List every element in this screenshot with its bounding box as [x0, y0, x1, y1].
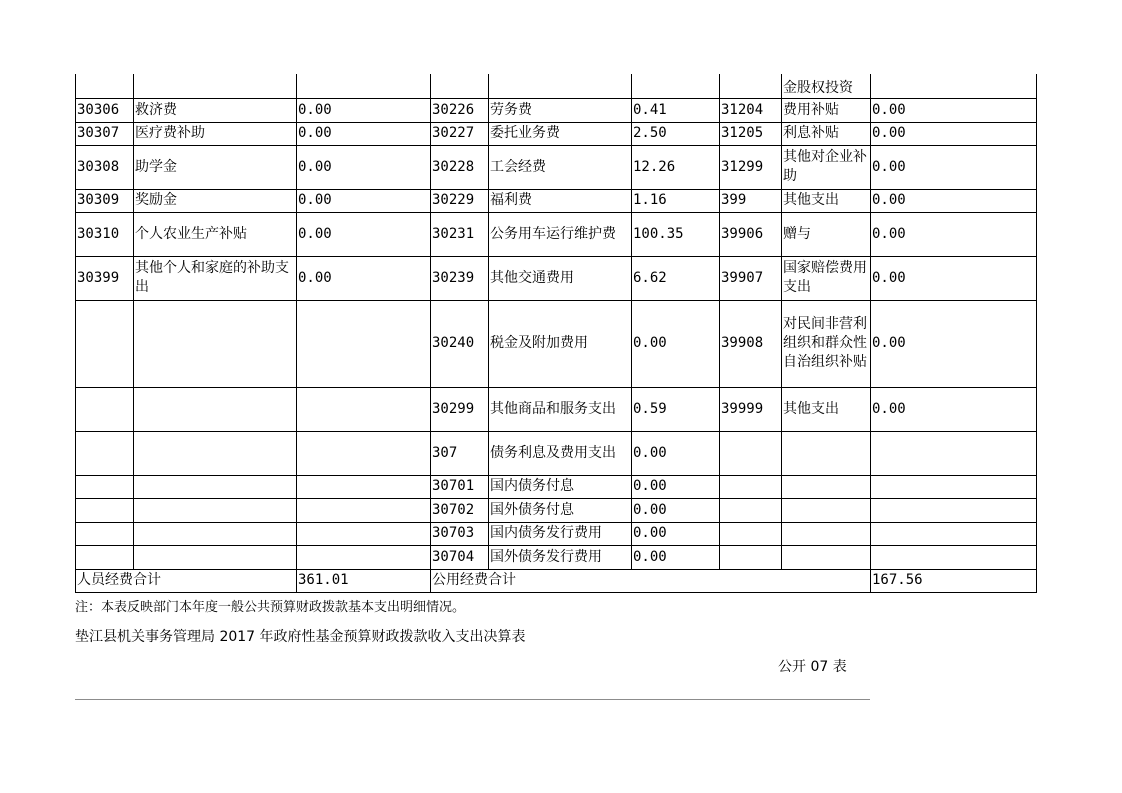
- table-cell: [720, 475, 782, 498]
- table-cell: 国内债务付息: [489, 475, 632, 498]
- table-cell: 30702: [431, 498, 489, 522]
- table-cell: 税金及附加费用: [489, 300, 632, 387]
- table-cell: [782, 475, 871, 498]
- table-cell: 救济费: [134, 98, 297, 122]
- table-cell: 30226: [431, 98, 489, 122]
- table-cell: 0.00: [871, 145, 1037, 189]
- table-cell: 30229: [431, 189, 489, 212]
- table-cell: 30227: [431, 122, 489, 145]
- public-total-value: 167.56: [871, 569, 1037, 592]
- table-cell: [782, 522, 871, 545]
- table-cell: 0.59: [632, 387, 720, 431]
- table-row: [76, 300, 1037, 387]
- table-cell: 30310: [76, 212, 134, 256]
- public-total-label: 公用经费合计: [431, 569, 871, 592]
- table-row: [76, 256, 1037, 300]
- table-cell: 0.41: [632, 98, 720, 122]
- table-row: [76, 212, 1037, 256]
- table-cell: 31205: [720, 122, 782, 145]
- totals-row: [76, 569, 1037, 592]
- table-cell: [134, 475, 297, 498]
- table-cell: 国外债务付息: [489, 498, 632, 522]
- table-cell: [134, 387, 297, 431]
- table-cell: 30231: [431, 212, 489, 256]
- table-cell: 30309: [76, 189, 134, 212]
- table-cell: [76, 431, 134, 475]
- table-cell: 其他商品和服务支出: [489, 387, 632, 431]
- table-cell: 国内债务发行费用: [489, 522, 632, 545]
- table-cell: 国家赔偿费用支出: [782, 256, 871, 300]
- table-cell: [297, 522, 431, 545]
- table-cell: 0.00: [297, 256, 431, 300]
- table-cell: 0.00: [632, 300, 720, 387]
- table-cell: 对民间非营利组织和群众性自治组织补贴: [782, 300, 871, 387]
- divider-line: [75, 699, 870, 700]
- table-cell: 30228: [431, 145, 489, 189]
- table-cell: 30306: [76, 98, 134, 122]
- table-cell: 工会经费: [489, 145, 632, 189]
- table-cell: 30704: [431, 545, 489, 569]
- table-cell: 奖励金: [134, 189, 297, 212]
- table-cell: [297, 498, 431, 522]
- table-cell: 其他支出: [782, 189, 871, 212]
- table-cell: [297, 545, 431, 569]
- table-cell: 39906: [720, 212, 782, 256]
- table-cell: 31204: [720, 98, 782, 122]
- table-cell: [76, 498, 134, 522]
- table-cell: 6.62: [632, 256, 720, 300]
- table-cell: [134, 498, 297, 522]
- table-row: [76, 431, 1037, 475]
- table-cell: 30307: [76, 122, 134, 145]
- table-cell: 31299: [720, 145, 782, 189]
- table-cell: 国外债务发行费用: [489, 545, 632, 569]
- table-cell: [134, 431, 297, 475]
- table-cell: 307: [431, 431, 489, 475]
- table-row: [76, 145, 1037, 189]
- table-cell: 2.50: [632, 122, 720, 145]
- table-cell: [720, 498, 782, 522]
- table-cell: 0.00: [297, 145, 431, 189]
- table-cell: 其他支出: [782, 387, 871, 431]
- table-cell: [782, 498, 871, 522]
- table-cell: 30399: [76, 256, 134, 300]
- table-cell: 100.35: [632, 212, 720, 256]
- table-cell: 0.00: [871, 189, 1037, 212]
- table-row: [76, 387, 1037, 431]
- table-cell: [134, 545, 297, 569]
- table-cell: 0.00: [632, 522, 720, 545]
- table-cell: [871, 431, 1037, 475]
- budget-detail-table: [75, 74, 1037, 593]
- table-cell: 利息补贴: [782, 122, 871, 145]
- table-cell: 30308: [76, 145, 134, 189]
- table-cell: 0.00: [297, 98, 431, 122]
- table-cell: [297, 431, 431, 475]
- table-cell: [720, 545, 782, 569]
- personnel-total-label: 人员经费合计: [76, 569, 297, 592]
- table-row: [76, 74, 1037, 98]
- table-cell: 39908: [720, 300, 782, 387]
- table-cell: 医疗费补助: [134, 122, 297, 145]
- table-row: [76, 475, 1037, 498]
- table-row: [76, 189, 1037, 212]
- table-row: [76, 522, 1037, 545]
- table-cell: [297, 300, 431, 387]
- table-cell: [871, 498, 1037, 522]
- table-cell: 30299: [431, 387, 489, 431]
- table-cell: [782, 545, 871, 569]
- table-cell: 0.00: [871, 387, 1037, 431]
- table-cell: 1.16: [632, 189, 720, 212]
- table-cell: 0.00: [297, 122, 431, 145]
- table-cell: 其他对企业补助: [782, 145, 871, 189]
- table-cell: 0.00: [297, 189, 431, 212]
- table-row: [76, 545, 1037, 569]
- table-cell: 其他交通费用: [489, 256, 632, 300]
- table-cell: 赠与: [782, 212, 871, 256]
- table-cell: 0.00: [871, 256, 1037, 300]
- table-cell: [782, 431, 871, 475]
- table-cell: 30703: [431, 522, 489, 545]
- table-cell: [871, 522, 1037, 545]
- next-table-title: 垫江县机关事务管理局 2017 年政府性基金预算财政拨款收入支出决算表: [75, 629, 526, 645]
- table-cell: [297, 475, 431, 498]
- table-cell: 39907: [720, 256, 782, 300]
- table-cell: 0.00: [871, 122, 1037, 145]
- table-cell: 0.00: [871, 300, 1037, 387]
- table-cell: [134, 300, 297, 387]
- table-cell: 0.00: [871, 98, 1037, 122]
- table-cell: 公务用车运行维护费: [489, 212, 632, 256]
- table-cell: [76, 545, 134, 569]
- table-note: 注：本表反映部门本年度一般公共预算财政拨款基本支出明细情况。: [75, 600, 466, 615]
- table-cell: [297, 387, 431, 431]
- table-cell: 0.00: [632, 431, 720, 475]
- table-cell: 0.00: [632, 475, 720, 498]
- table-cell: 39999: [720, 387, 782, 431]
- table-cell: 金股权投资: [782, 74, 871, 98]
- table-cell: 0.00: [632, 498, 720, 522]
- table-cell: [76, 387, 134, 431]
- table-cell: [720, 522, 782, 545]
- table-cell: 0.00: [632, 545, 720, 569]
- table-cell: [76, 522, 134, 545]
- table-cell: 费用补贴: [782, 98, 871, 122]
- table-cell: 12.26: [632, 145, 720, 189]
- table-cell: 30701: [431, 475, 489, 498]
- table-cell: [720, 431, 782, 475]
- table-number: 公开 07 表: [778, 659, 847, 675]
- table-cell: 399: [720, 189, 782, 212]
- table-cell: 30239: [431, 256, 489, 300]
- table-cell: 福利费: [489, 189, 632, 212]
- table-cell: 30240: [431, 300, 489, 387]
- table-row: [76, 98, 1037, 122]
- table-cell: 个人农业生产补贴: [134, 212, 297, 256]
- table-cell: 劳务费: [489, 98, 632, 122]
- table-cell: [76, 300, 134, 387]
- table-cell: 债务利息及费用支出: [489, 431, 632, 475]
- table-cell: 助学金: [134, 145, 297, 189]
- table-cell: 其他个人和家庭的补助支出: [134, 256, 297, 300]
- table-cell: [871, 475, 1037, 498]
- personnel-total-value: 361.01: [297, 569, 431, 592]
- table-cell: 0.00: [297, 212, 431, 256]
- table-row: [76, 498, 1037, 522]
- table-cell: [871, 545, 1037, 569]
- table-cell: 0.00: [871, 212, 1037, 256]
- table-cell: [134, 522, 297, 545]
- table-row: [76, 122, 1037, 145]
- table-cell: [76, 475, 134, 498]
- table-cell: 委托业务费: [489, 122, 632, 145]
